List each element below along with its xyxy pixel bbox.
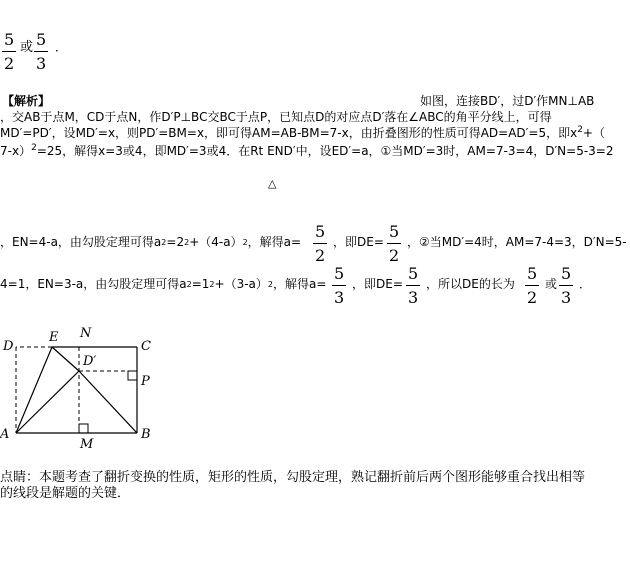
label-a: A <box>0 427 10 442</box>
label-e: E <box>49 330 59 345</box>
label-d: D <box>3 339 14 354</box>
comment-line-1: 点睛：本题考查了翻折变换的性质，矩形的性质，勾股定理，熟记翻折前后两个图形能够重合找出相等 <box>0 470 586 485</box>
analysis-line-6e: ，即DE= <box>352 277 403 291</box>
line6-fraction-2: 5 3 <box>408 264 419 307</box>
fraction-denominator: 3 <box>36 54 47 73</box>
analysis-line-5e: ，即DE= <box>333 235 384 249</box>
answer-period: ． <box>55 40 68 54</box>
line5-fraction-2: 5 2 <box>389 222 400 265</box>
answer-or: 或 <box>20 40 34 55</box>
analysis-line-4: 7-x）$^2$=25，解得x=3或4，即MD′=3或4．在Rt END′中，设ED′=a，①当MD′=3时，AM=7-3=4，D′N=5-3=2 <box>0 143 614 158</box>
geometry-figure <box>0 327 170 452</box>
analysis-intro: 如图，连接BD′，过D′作MN⊥AB <box>420 94 595 108</box>
label-d-prime: D′ <box>83 354 97 369</box>
right-angle-p <box>128 371 137 380</box>
segment-ae <box>16 347 52 433</box>
answer-fraction-1 <box>2 30 16 73</box>
label-m: M <box>80 437 94 452</box>
label-c: C <box>141 339 151 354</box>
label-n: N <box>80 327 92 341</box>
analysis-line-6h: ． <box>579 277 592 291</box>
analysis-line-6g: 或 <box>545 277 558 291</box>
analysis-line-3: MD′=PD′，设MD′=x，则PD′=BM=x，即可得AM=AB-BM=7-x，由折叠图形的性质可得AD=AD′=5，即$x^2+$（ <box>0 125 605 140</box>
line6-fraction-3: 5 2 <box>527 264 538 307</box>
analysis-line-2: ，交AB于点M，CD于点N，作D′P⊥BC交BC于点P，已知点D的对应点D′落在∠ABC的角平分线上，可得 <box>0 110 552 124</box>
fraction-numerator: 5 <box>4 30 15 49</box>
line6-fraction: 5 3 <box>334 264 345 307</box>
comment-line-2: 的线段是解题的关键． <box>0 486 131 501</box>
triangle-symbol: △ <box>268 177 277 190</box>
analysis-line-5a: ，EN=4-a，由勾股定理可得a2=22+（4-a）2，解得a= <box>0 235 302 249</box>
analysis-tag: 【解析】 <box>2 94 51 108</box>
segment-ad-prime <box>16 371 79 433</box>
line5-fraction: 5 2 <box>315 222 326 265</box>
fraction-denominator: 2 <box>4 54 15 73</box>
analysis-line-6a: 4=1，EN=3-a，由勾股定理可得a2=12+（3-a）2，解得a= <box>0 277 327 291</box>
answer-fraction-2 <box>34 30 48 73</box>
fraction-numerator: 5 <box>36 30 47 49</box>
right-angle-m <box>79 424 88 433</box>
analysis-line-5f: ，②当MD′=4时，AM=7-4=3，D′N=5- <box>407 235 627 249</box>
line6-fraction-4: 5 3 <box>561 264 572 307</box>
analysis-line-6f: ，所以DE的长为 <box>426 277 515 291</box>
label-b: B <box>141 427 151 442</box>
segment-ed-prime <box>52 347 79 371</box>
label-p: P <box>141 374 150 389</box>
